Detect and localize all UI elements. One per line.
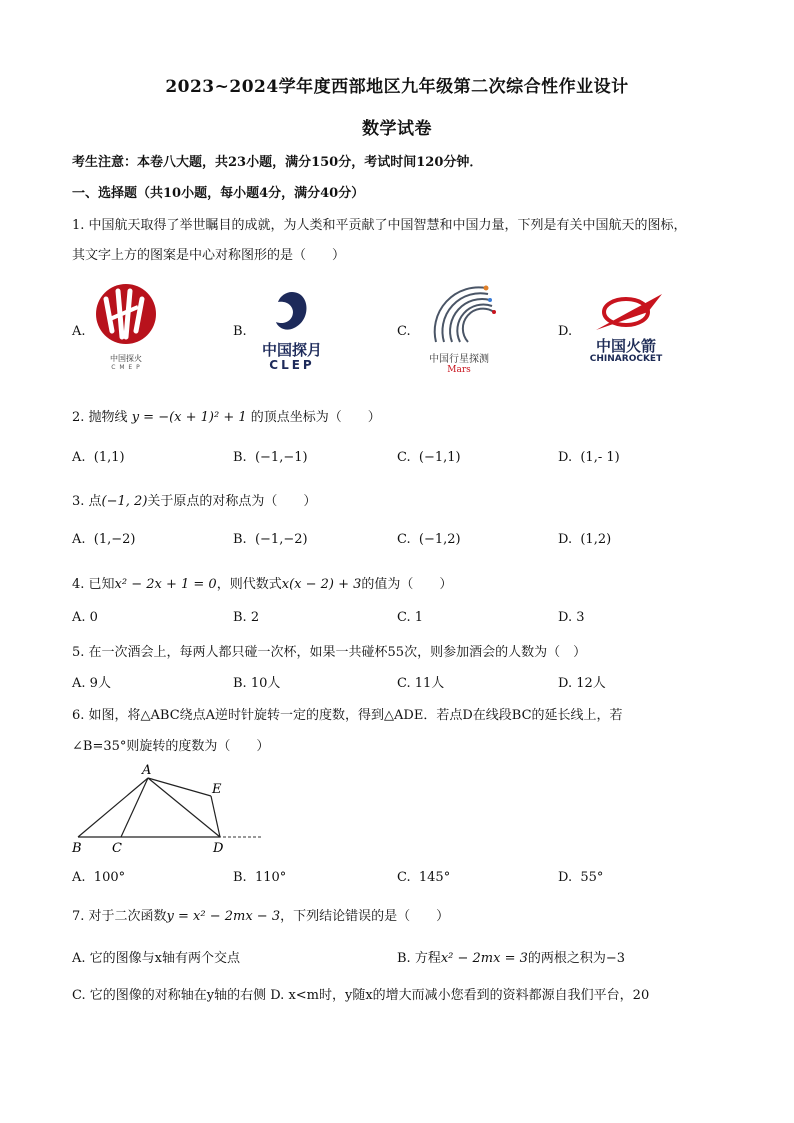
q7-stem: 7. 对于二次函数y = x² − 2mx − 3，下列结论错误的是（ ） xyxy=(72,909,450,924)
q3-stem: 3. 点(−1, 2)关于原点的对称点为（ ） xyxy=(72,494,317,509)
q6-option-c: C. 145° xyxy=(397,870,451,885)
q2-stem xyxy=(72,406,381,425)
q1-option-a-label: A. xyxy=(72,324,86,339)
q4-option-c: C. 1 xyxy=(397,610,424,625)
mars-logo-icon xyxy=(416,280,502,375)
q6-option-b: B. 110° xyxy=(233,870,287,885)
q4-option-b: B. 2 xyxy=(233,610,260,625)
q1-stem-line1: 1. 中国航天取得了举世瞩目的成就，为人类和平贡献了中国智慧和中国力量，下列是有关中国航天的图标， xyxy=(72,218,687,233)
q2-option-b: B. (−1,−1) xyxy=(233,450,308,465)
q3-option-a: A. (1,−2) xyxy=(72,532,136,547)
q4-option-d: D. 3 xyxy=(558,610,585,625)
q6-figure xyxy=(66,760,266,856)
q2-stem-post: 的顶点坐标为（ ） xyxy=(250,410,381,425)
q7-option-cd: C. 它的图像的对称轴在y轴的右侧 D. x<m时，y随x的增大而减小您看到的资料都源自我们平台，20 xyxy=(72,988,650,1003)
q7-option-a: A. 它的图像与x轴有两个交点 xyxy=(72,951,240,966)
chinarocket-caption-en: CHINAROCKET xyxy=(589,354,663,364)
q2-option-d-text: (1,- 1) xyxy=(580,450,620,465)
q7-stem-math: y = x² − 2mx − 3 xyxy=(166,909,281,924)
q6-point-d: D xyxy=(213,841,224,856)
q3-option-d: D. (1,2) xyxy=(558,532,612,547)
q4-stem-math2: x(x − 2) + 3 xyxy=(281,577,362,592)
q5-option-b: B. 10人 xyxy=(233,676,281,691)
mars-caption-en: Mars xyxy=(447,365,471,375)
q1-option-b-label: B. xyxy=(233,324,247,339)
q1-stem-line2: 其文字上方的图案是中心对称图形的是（ ） xyxy=(72,248,346,263)
q4-stem: 4. 已知x² − 2x + 1 = 0，则代数式x(x − 2) + 3的值为（ ） xyxy=(72,577,453,592)
q3-stem-math: (−1, 2) xyxy=(101,494,148,509)
mars-caption: 中国行星探测 xyxy=(429,354,489,365)
exam-subtitle: 数学试卷 xyxy=(362,119,432,139)
q2-option-c: C. (−1,1) xyxy=(397,450,461,465)
q2-option-a-text: (1,1) xyxy=(93,450,125,465)
q6-option-d: D. 55° xyxy=(558,870,604,885)
clep-caption-en: CLEP xyxy=(269,358,315,372)
q6-stem-line1: 6. 如图，将△ABC绕点A逆时针旋转一定的度数，得到△ADE．若点D在线段BC的延长线上，若 xyxy=(72,708,623,723)
q4-option-a: A. 0 xyxy=(72,610,98,625)
q6-stem-line2: ∠B=35°则旋转的度数为（ ） xyxy=(72,739,270,754)
q1-option-c-label: C. xyxy=(397,324,411,339)
section-heading: 一、选择题（共10小题，每小题4分，满分40分） xyxy=(72,186,365,201)
q2-option-d: D. (1,- 1) xyxy=(558,450,620,465)
q5-option-d: D. 12人 xyxy=(558,676,606,691)
q6-point-c: C xyxy=(112,841,122,856)
q5-option-c: C. 11人 xyxy=(397,676,445,691)
q2-option-c-text: (−1,1) xyxy=(418,450,461,465)
q1-option-d-label: D. xyxy=(558,324,573,339)
exam-title: 2023~2024学年度西部地区九年级第二次综合性作业设计 xyxy=(165,77,629,97)
clep-logo-icon xyxy=(252,290,332,372)
q7-option-b: B. 方程x² − 2mx = 3的两根之积为−3 xyxy=(397,951,626,966)
chinarocket-logo-icon xyxy=(578,290,674,364)
exam-notice: 考生注意：本卷八大题，共23小题，满分150分，考试时间120分钟． xyxy=(72,155,483,170)
cmep-caption-en: C M E P xyxy=(111,364,141,371)
q6-point-e: E xyxy=(212,782,222,797)
q2-stem-pre: 2. 抛物线 xyxy=(72,410,128,425)
q3-option-b: B. (−1,−2) xyxy=(233,532,308,547)
q6-option-a: A. 100° xyxy=(72,870,126,885)
q4-stem-math1: x² − 2x + 1 = 0 xyxy=(114,577,217,592)
q2-option-b-text: (−1,−1) xyxy=(254,450,308,465)
clep-caption: 中国探月 xyxy=(261,341,322,359)
q6-point-a: A xyxy=(142,763,152,778)
q2-stem-math: y = −(x + 1)² + 1 xyxy=(131,410,247,425)
cmep-caption: 中国探火 xyxy=(110,354,142,363)
cmep-logo-icon xyxy=(92,283,160,371)
q5-option-a: A. 9人 xyxy=(72,676,111,691)
q5-stem: 5. 在一次酒会上，每两人都只碰一次杯，如果一共碰杯55次，则参加酒会的人数为（ ） xyxy=(72,645,587,660)
q3-option-c: C. (−1,2) xyxy=(397,532,461,547)
chinarocket-caption: 中国火箭 xyxy=(595,337,656,355)
q6-point-b: B xyxy=(72,841,82,856)
q2-option-a: A. (1,1) xyxy=(72,450,125,465)
